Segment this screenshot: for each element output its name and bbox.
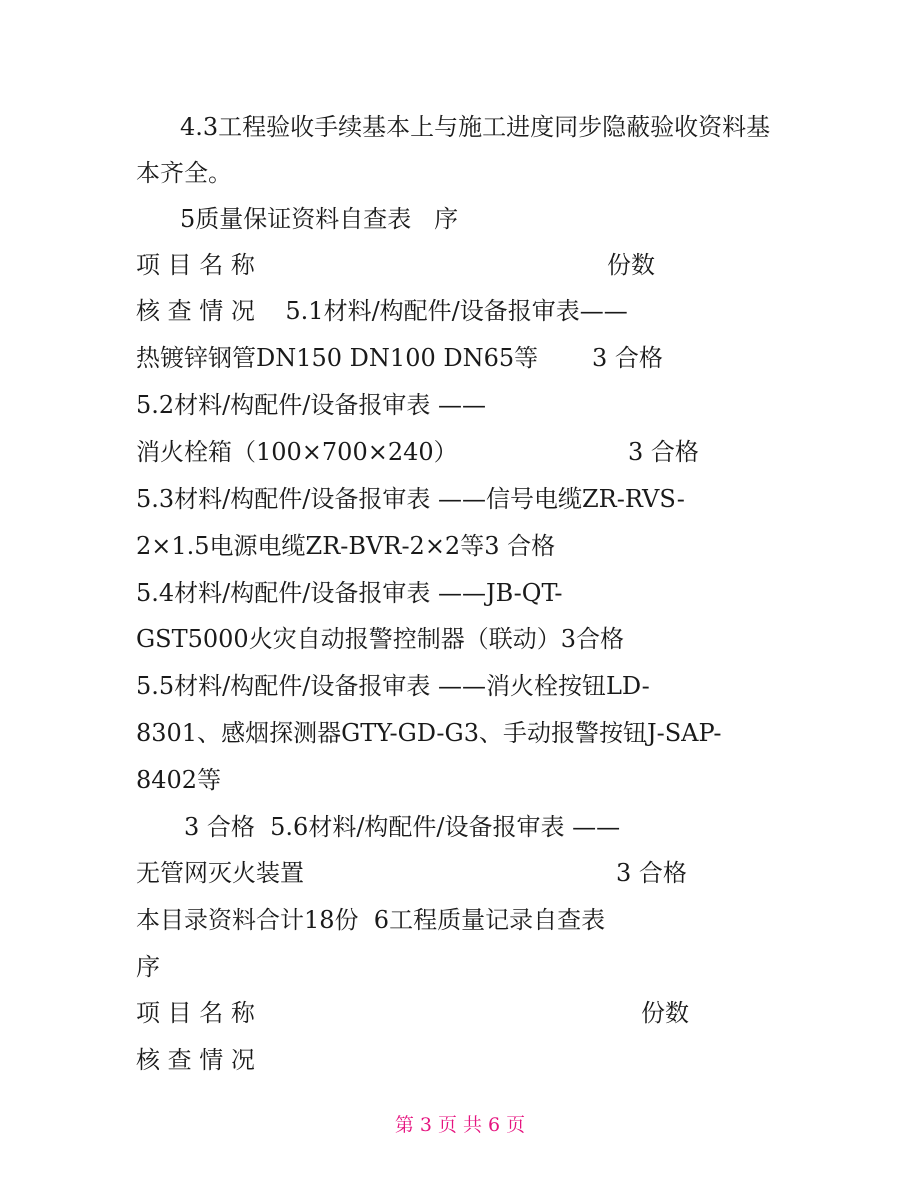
text-line: 5.3材料/构配件/设备报审表 ——信号电缆ZR-RVS- [136,485,685,513]
text-line: 热镀锌钢管DN150 DN100 DN65等 [136,344,539,372]
text-line: 份数 [607,251,655,279]
text-line: 3 合格 [616,859,687,887]
text-line: 序 [136,953,160,981]
text-line: 8402等 [136,766,222,794]
page-number-footer: 第 3 页 共 6 页 [394,1114,526,1136]
text-line: 本齐全。 [136,159,232,187]
text-line: 8301、感烟探测器GTY-GD-G3、手动报警按钮J-SAP- [136,719,722,747]
text-line: 本目录资料合计18份 6工程质量记录自查表 [136,906,606,934]
text-line: 3 合格 [592,344,663,372]
text-line: 项 目 名 称 [136,251,255,279]
text-line: 消火栓箱（100×700×240） [136,438,458,466]
text-line: 5.2材料/构配件/设备报审表 —— [136,391,486,419]
text-line: 5质量保证资料自查表 序 [180,205,459,233]
text-line: 份数 [641,999,689,1027]
text-line: 5.5材料/构配件/设备报审表 ——消火栓按钮LD- [136,672,650,700]
text-line: 2×1.5电源电缆ZR-BVR-2×2等3 合格 [136,532,556,560]
text-line: 3 合格 [628,438,699,466]
text-line: 3 合格 5.6材料/构配件/设备报审表 —— [184,813,621,841]
text-line: 5.4材料/构配件/设备报审表 ——JB-QT- [136,579,563,607]
text-line: GST5000火灾自动报警控制器（联动）3合格 [136,625,624,653]
text-line: 项 目 名 称 [136,999,255,1027]
text-line: 核 查 情 况 [136,1046,255,1074]
text-line: 4.3工程验收手续基本上与施工进度同步隐蔽验收资料基 [180,113,771,141]
text-line: 核 查 情 况 5.1材料/构配件/设备报审表—— [136,297,628,325]
text-line: 无管网灭火装置 [136,859,304,887]
